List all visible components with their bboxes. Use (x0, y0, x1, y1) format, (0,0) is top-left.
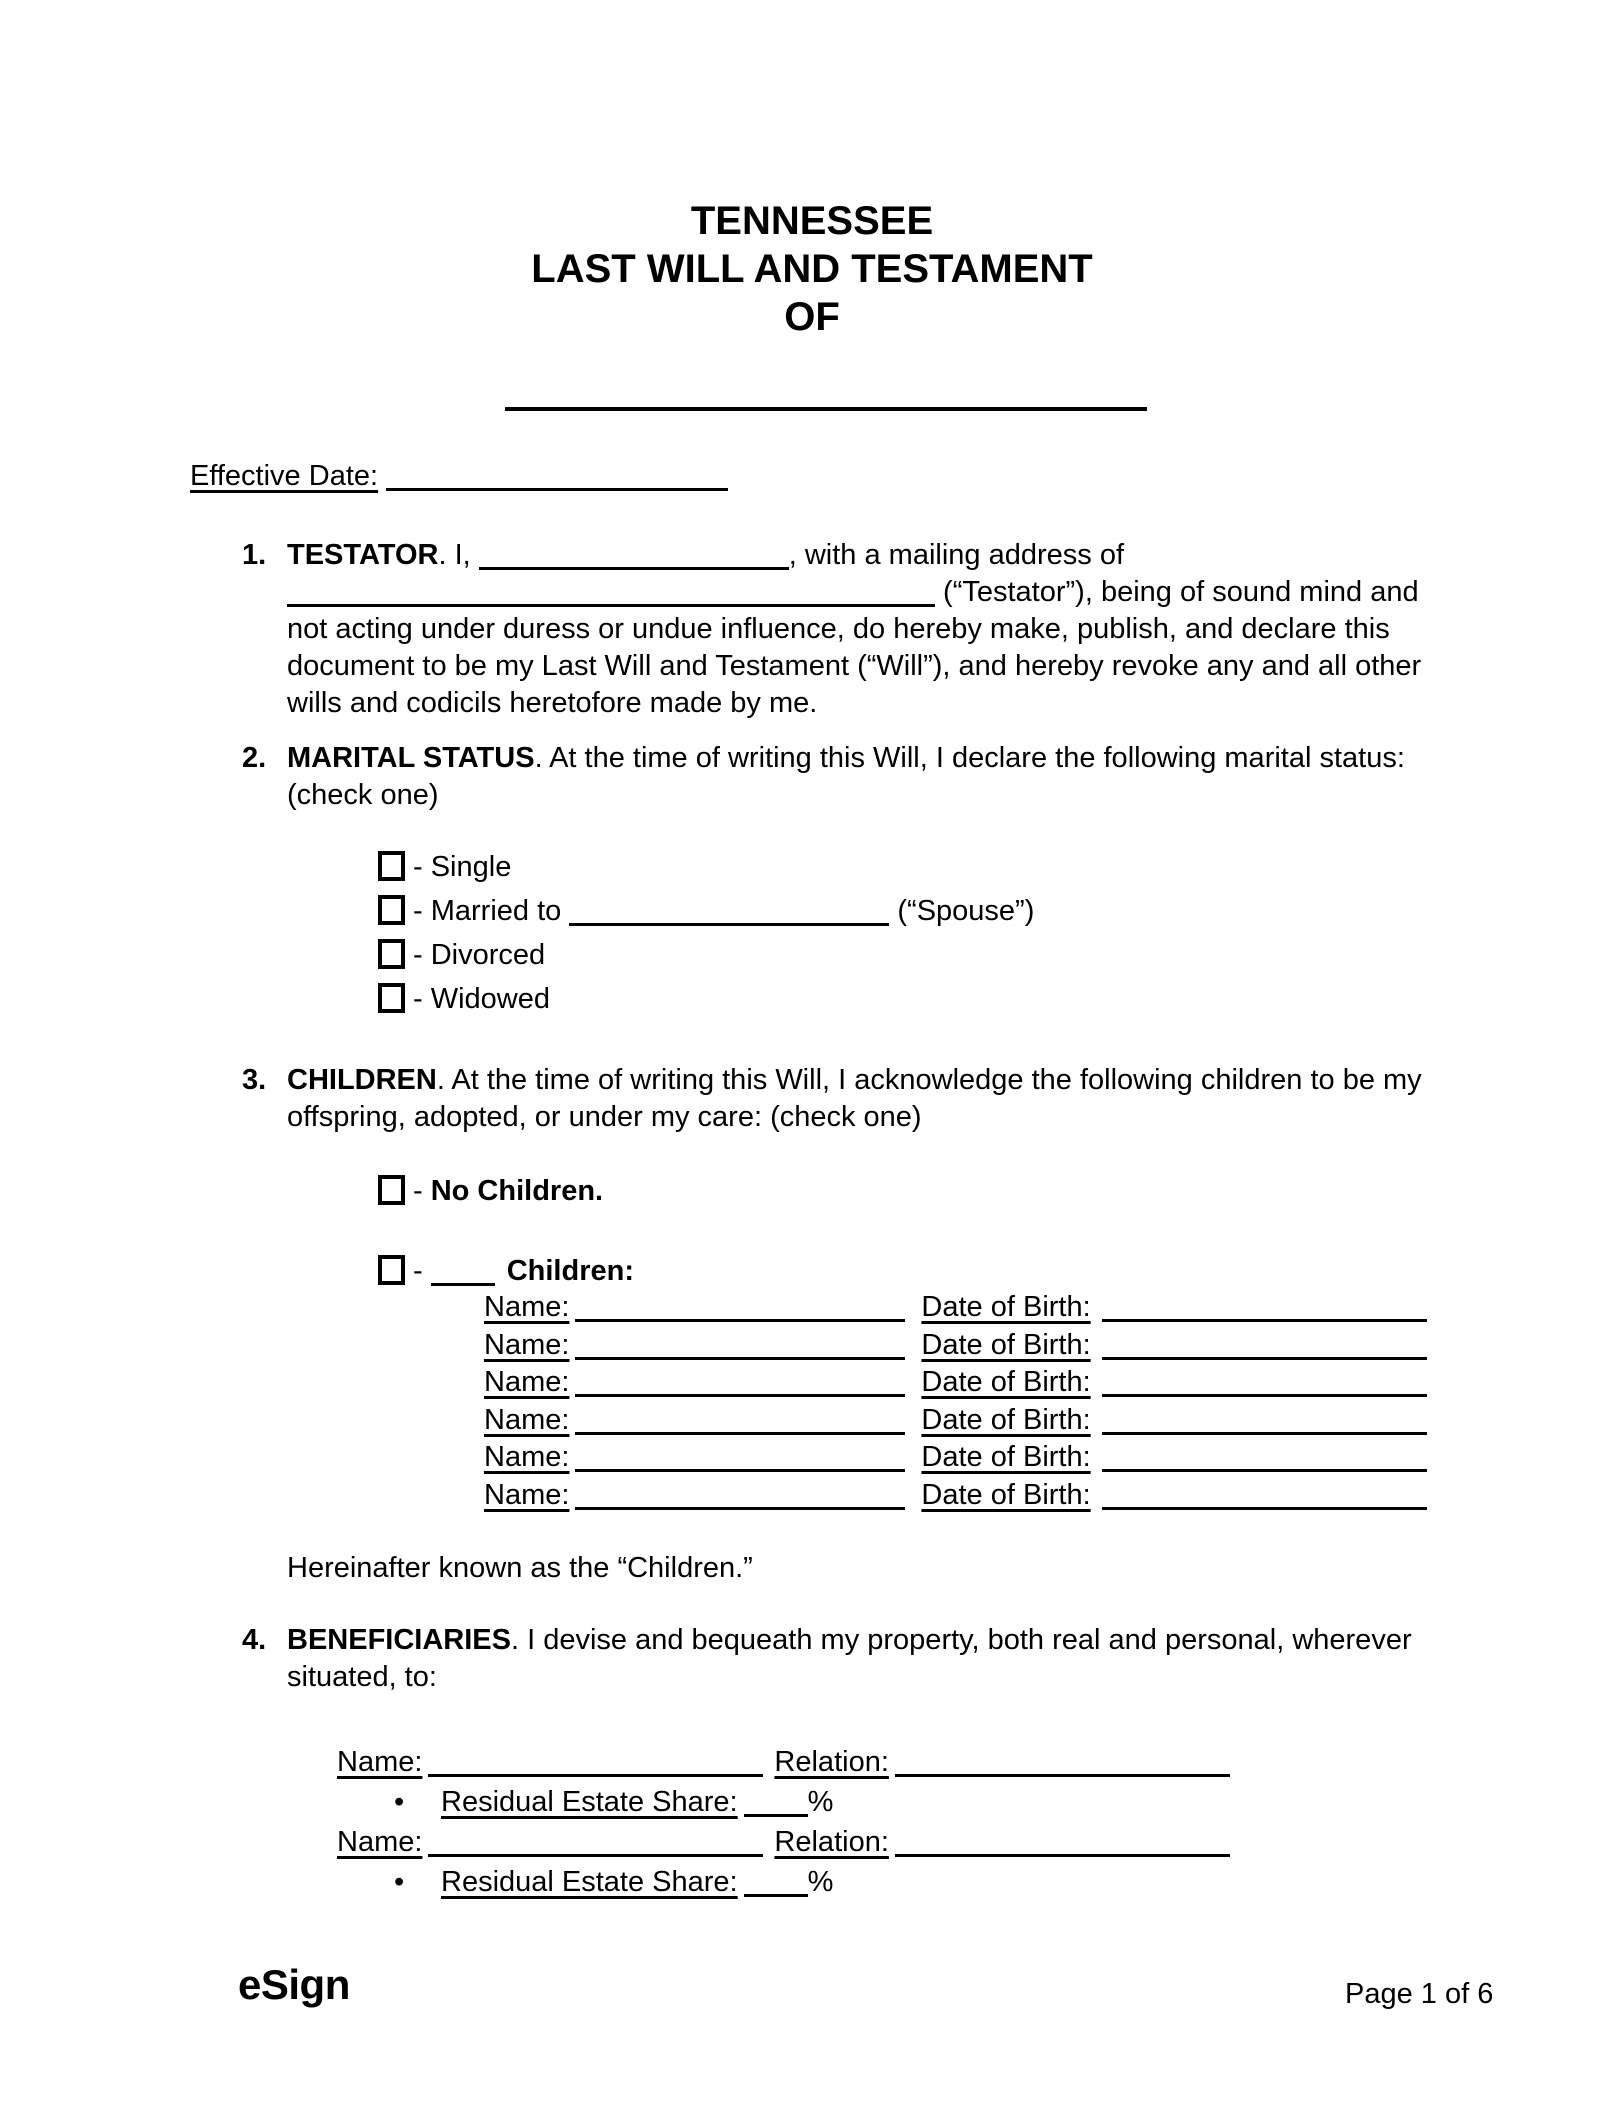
section-testator-heading: TESTATOR (287, 539, 439, 571)
child-row (484, 1439, 1427, 1477)
residual-share-field[interactable] (744, 1788, 808, 1817)
child-name-label: Name: (484, 1403, 570, 1436)
checkbox-married[interactable] (378, 895, 405, 925)
section-testator-number: 1. (242, 539, 267, 571)
section-children-heading: CHILDREN (287, 1064, 437, 1096)
hereinafter-note: Hereinafter known as the “Children.” (287, 1552, 753, 1584)
spouse-name-field[interactable] (569, 897, 889, 926)
no-children-label: No Children. (430, 1175, 604, 1207)
child-name-field[interactable] (575, 1443, 905, 1472)
beneficiary-name-label: Name: (337, 1746, 423, 1778)
child-dob-field[interactable] (1102, 1481, 1427, 1510)
option-label-single: - Single (413, 851, 512, 883)
child-name-field[interactable] (575, 1331, 905, 1360)
section-testator (242, 537, 1427, 722)
child-dob-field[interactable] (1102, 1443, 1427, 1472)
marital-text: . At the time of writing this Will, I declare the following marital status: (check one) (287, 742, 1405, 811)
residual-share-label: Residual Estate Share: (441, 1786, 738, 1818)
child-dob-field[interactable] (1102, 1368, 1427, 1397)
checkbox-single[interactable] (378, 851, 405, 881)
section-children (242, 1062, 1427, 1136)
section-beneficiaries-number: 4. (242, 1624, 267, 1656)
bullet-icon: • (394, 1786, 405, 1818)
option-label-widowed: - Widowed (413, 983, 550, 1015)
children-count-field[interactable] (431, 1257, 495, 1286)
beneficiary-name-field[interactable] (428, 1748, 763, 1777)
section-children-body (287, 1062, 1427, 1136)
beneficiary-name-label: Name: (337, 1826, 423, 1858)
section-beneficiaries-body (287, 1622, 1427, 1696)
child-dob-label: Date of Birth: (921, 1403, 1091, 1436)
effective-date-row (190, 458, 728, 495)
beneficiary-row (337, 1742, 1230, 1782)
child-row (484, 1289, 1427, 1327)
checkbox-children-count[interactable] (378, 1255, 405, 1285)
title-line-of: OF (784, 295, 840, 339)
option-row-no-children (378, 1169, 603, 1213)
beneficiary-row (337, 1822, 1230, 1862)
child-name-field[interactable] (575, 1406, 905, 1435)
child-name-field[interactable] (575, 1368, 905, 1397)
child-name-field[interactable] (575, 1481, 905, 1510)
child-name-field[interactable] (575, 1293, 905, 1322)
child-dob-field[interactable] (1102, 1331, 1427, 1360)
document-title (0, 197, 1624, 341)
section-marital-body (287, 740, 1427, 814)
page-indicator: Page 1 of 6 (1345, 1978, 1494, 2010)
effective-date-label: Effective Date: (190, 460, 379, 492)
esign-logo: eSign (238, 1961, 350, 2008)
option-row-married (378, 889, 1034, 933)
option-row-divorced (378, 933, 1034, 977)
children-table (484, 1289, 1427, 1514)
child-dob-label: Date of Birth: (921, 1291, 1091, 1323)
option-label-spouse-suffix: (“Spouse”) (889, 895, 1035, 927)
child-name-label: Name: (484, 1366, 570, 1398)
child-row (484, 1402, 1427, 1440)
section-marital-heading: MARITAL STATUS (287, 742, 535, 774)
beneficiary-relation-label: Relation: (774, 1826, 889, 1858)
no-children-dash: - (413, 1175, 431, 1207)
beneficiaries-text: . I devise and bequeath my property, both real and personal, wherever situated, to: (287, 1624, 1412, 1693)
child-dob-field[interactable] (1102, 1293, 1427, 1322)
option-row-children-count (378, 1249, 634, 1293)
option-row-widowed (378, 977, 1034, 1021)
marital-options-list (378, 845, 1034, 1021)
child-dob-label: Date of Birth: (921, 1328, 1091, 1361)
title-line-main: LAST WILL AND TESTAMENT (531, 247, 1093, 291)
option-row-single (378, 845, 1034, 889)
beneficiaries-list (337, 1742, 1230, 1902)
beneficiary-relation-label: Relation: (774, 1746, 889, 1778)
section-testator-body (287, 537, 1427, 722)
checkbox-no-children[interactable] (378, 1175, 405, 1205)
option-label-married: - Married to (413, 895, 570, 927)
bullet-icon: • (394, 1866, 405, 1898)
child-row (484, 1364, 1427, 1402)
children-count-dash: - (413, 1255, 431, 1287)
child-dob-field[interactable] (1102, 1406, 1427, 1435)
percent-suffix: % (807, 1786, 834, 1818)
child-name-label: Name: (484, 1441, 570, 1473)
section-marital-status (242, 740, 1427, 814)
residual-share-label: Residual Estate Share: (441, 1866, 738, 1898)
title-line-state: TENNESSEE (690, 199, 934, 243)
child-name-label: Name: (484, 1328, 570, 1361)
beneficiary-name-field[interactable] (428, 1828, 763, 1857)
section-beneficiaries (242, 1622, 1427, 1696)
child-name-label: Name: (484, 1478, 570, 1511)
child-row (484, 1327, 1427, 1365)
child-dob-label: Date of Birth: (921, 1366, 1091, 1398)
beneficiary-relation-field[interactable] (895, 1748, 1230, 1777)
section-children-number: 3. (242, 1064, 267, 1096)
testator-text-2: , with a mailing address of (788, 539, 1125, 571)
beneficiary-share-row (337, 1862, 1230, 1902)
child-dob-label: Date of Birth: (921, 1478, 1091, 1511)
testator-name-title-field[interactable] (505, 407, 1147, 411)
child-row (484, 1477, 1427, 1515)
testator-text-3: (“Testator”), being of sound mind and not acting under duress or undue influence, do hereby make, publish, and declare this document to be my Last Will and Testament (“Will”), and hereby revoke any and all other wills and codicils heretofore made by me. (287, 576, 1422, 719)
children-text: . At the time of writing this Will, I acknowledge the following children to be my offspring, adopted, or under my care: (check one) (287, 1064, 1422, 1133)
child-name-label: Name: (484, 1291, 570, 1323)
children-count-label: Children: (506, 1255, 634, 1287)
checkbox-divorced[interactable] (378, 939, 405, 969)
residual-share-field[interactable] (744, 1868, 808, 1897)
percent-suffix: % (807, 1866, 834, 1898)
beneficiary-relation-field[interactable] (895, 1828, 1230, 1857)
checkbox-widowed[interactable] (378, 983, 405, 1013)
option-label-divorced: - Divorced (413, 939, 546, 971)
section-beneficiaries-heading: BENEFICIARIES (287, 1624, 511, 1656)
mailing-address-field[interactable] (287, 578, 935, 607)
child-dob-label: Date of Birth: (921, 1441, 1091, 1473)
testator-name-field[interactable] (479, 541, 789, 570)
effective-date-field[interactable] (386, 462, 728, 491)
beneficiary-share-row (337, 1782, 1230, 1822)
testator-text-1: . I, (438, 539, 479, 571)
section-marital-number: 2. (242, 742, 267, 774)
